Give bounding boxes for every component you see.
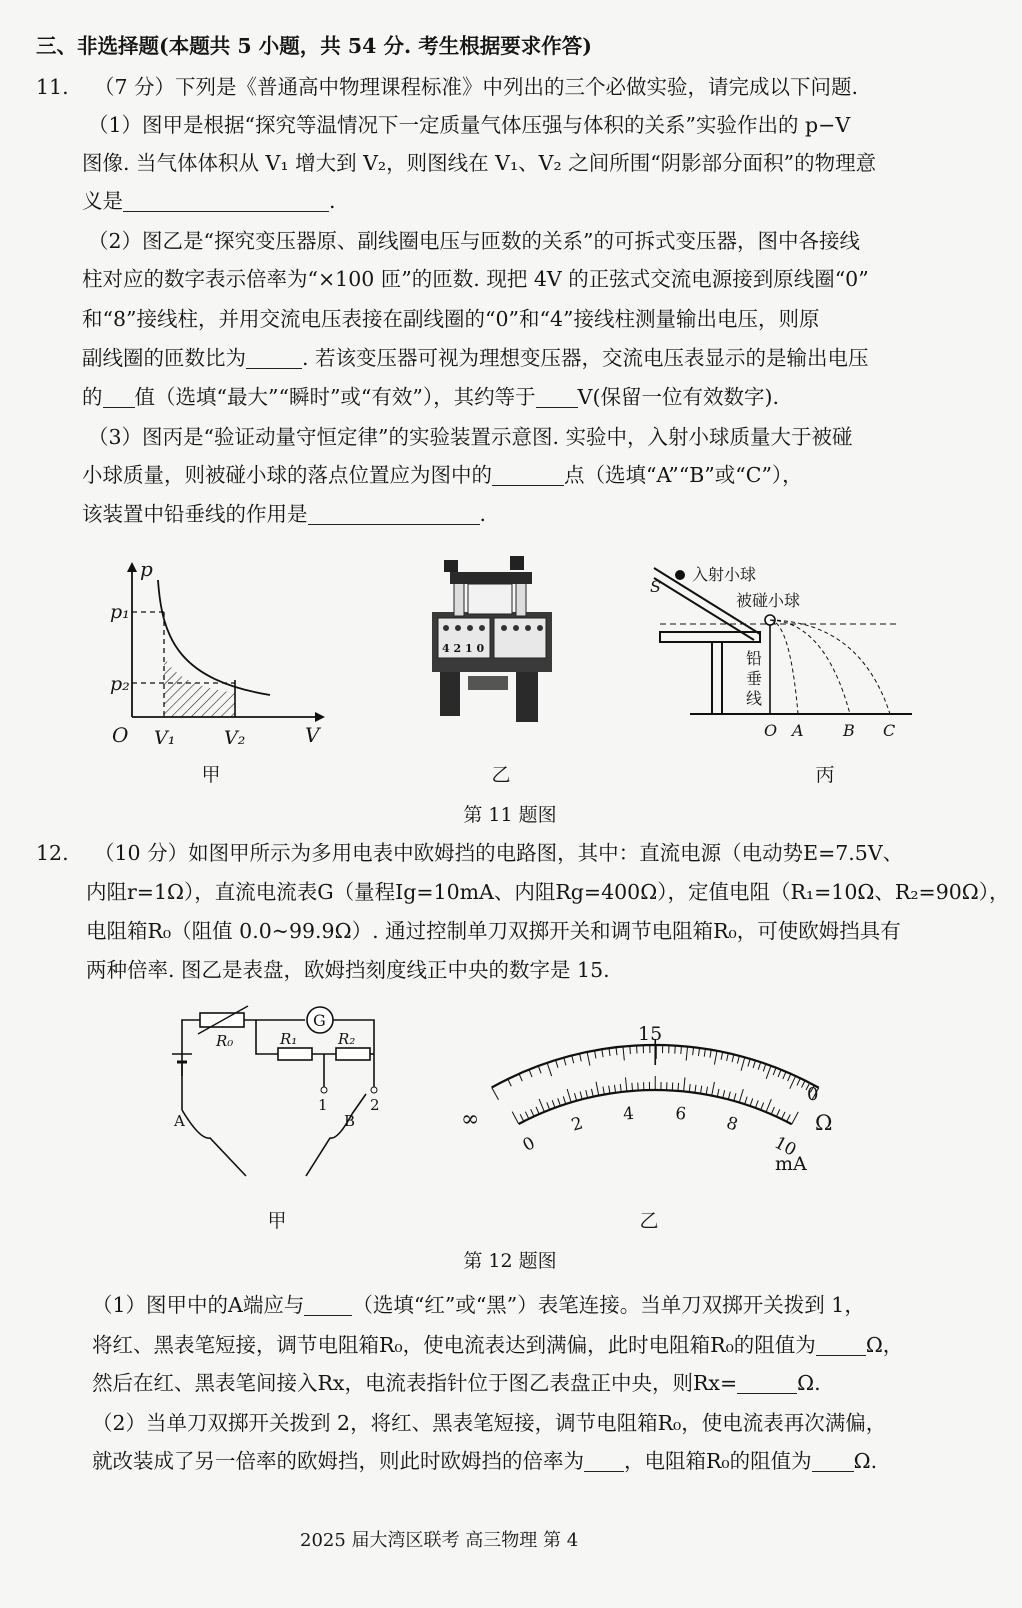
q11-p3-line3 (82, 499, 486, 529)
ma-tick (761, 1103, 764, 1110)
meter-dial (455, 1020, 855, 1210)
q12-p2-line1: （2）当单刀双掷开关拨到 2，将红、黑表笔短接，调节电阻箱R₀，使电流表再次满偏， (92, 1411, 887, 1435)
ma-tick (782, 1112, 785, 1119)
ohm-tick (737, 1056, 739, 1064)
dial-ohm-unit: Ω (815, 1111, 833, 1135)
answer-blank[interactable] (304, 1293, 352, 1316)
trajectory-c (770, 620, 890, 714)
ohm-tick (572, 1056, 574, 1064)
answer-blank[interactable] (103, 385, 135, 408)
q11-p2-l5b: 值（选填“最大”“瞬时”或“有效”），其约等于 (134, 385, 536, 409)
ohm-tick (788, 1074, 791, 1081)
ma-tick (586, 1090, 588, 1098)
ma-tick (591, 1089, 593, 1097)
plumb-char-1: 铅 (746, 649, 763, 668)
dial-ma-unit: mA (775, 1153, 807, 1175)
ohm-tick (698, 1048, 699, 1056)
incident-ball (675, 570, 685, 580)
q11-p2-line1: （2）图乙是“探究变压器原、副线圈电压与匝数的关系”的可拆式变压器，图中各接线 (88, 229, 861, 253)
terminal-1 (321, 1087, 327, 1093)
ma-tick (525, 1112, 528, 1119)
ma-tick (603, 1087, 604, 1095)
ma-tick (609, 1086, 610, 1094)
q12-number: 12. (36, 841, 69, 865)
r1-resistor (278, 1048, 312, 1060)
label-1: 1 (318, 1096, 328, 1114)
shaded-area (164, 655, 235, 717)
q11-p3-l2b: 点（选填“A”“B”或“C”）， (564, 463, 803, 487)
ma-tick (552, 1100, 555, 1108)
section-title: 三、非选择题(本题共 5 小题，共 54 分. 考生根据要求作答) (36, 34, 593, 58)
label-o: O (764, 721, 778, 740)
transformer-illustration (428, 548, 568, 728)
ohm-tick (753, 1060, 755, 1068)
q12-p2-l2a: 就改装成了另一倍率的欧姆挡，则此时欧姆挡的倍率为 (92, 1449, 584, 1473)
ohm-tick (721, 1052, 723, 1060)
ohm-tick (538, 1066, 541, 1073)
page-footer: 2025 届大湾区联考 高三物理 第 4 (300, 1530, 579, 1551)
q11-p1-l3b: . (329, 189, 336, 213)
ohm-tick (579, 1054, 581, 1062)
ma-tick (787, 1114, 791, 1121)
ohm-tick (587, 1052, 590, 1066)
ma-tick (536, 1107, 539, 1114)
label-b-terminal: B (344, 1112, 356, 1130)
q11-p3-line2 (82, 460, 803, 490)
momentum-apparatus (650, 560, 920, 750)
ohm-tick (802, 1081, 806, 1088)
caption-bing: 丙 (815, 764, 835, 786)
q11-p2-line5 (82, 382, 779, 412)
answer-blank[interactable] (816, 1333, 866, 1356)
ma-tick (580, 1092, 582, 1100)
ohm-tick (710, 1050, 711, 1058)
ma-tick (712, 1082, 715, 1096)
trajectory-b (770, 620, 850, 714)
label-c: C (883, 721, 896, 740)
plumb-char-3: 线 (746, 689, 763, 708)
ma-tick (547, 1102, 550, 1109)
ma-tick (728, 1092, 730, 1100)
q11-p3-l3b: . (479, 502, 487, 526)
label-g: G (313, 1011, 326, 1030)
ohm-tick (741, 1057, 745, 1070)
answer-blank[interactable] (492, 463, 564, 486)
ma-tick (620, 1084, 621, 1092)
q11-intro-text: （7 分）下列是《普通高中物理课程标准》中列出的三个必做实验，请完成以下问题. (94, 75, 859, 99)
q12-p1-line3 (92, 1368, 821, 1398)
ohm-tick (790, 1076, 796, 1089)
ohm-tick (492, 1088, 499, 1100)
q12-line3: 电阻箱R₀（阻值 0.0~99.9Ω）. 通过控制单刀双掷开关和调节电阻箱R₀，可使欧姆挡具有 (86, 919, 901, 943)
caption-circuit: 甲 (267, 1210, 287, 1232)
ma-tick-label: 0 (519, 1133, 539, 1156)
ma-tick (771, 1107, 774, 1114)
ohm-tick (773, 1068, 776, 1075)
ohm-tick (704, 1049, 705, 1057)
ma-arc (519, 1090, 792, 1124)
ma-tick (596, 1082, 599, 1096)
ohm-tick (556, 1060, 558, 1068)
label-origin: O (112, 723, 129, 747)
ma-tick (792, 1112, 799, 1124)
ma-tick (567, 1089, 571, 1102)
ohm-tick (609, 1048, 610, 1056)
label-a-terminal: A (174, 1112, 185, 1130)
knob-left (444, 560, 458, 572)
yoke-top (450, 572, 532, 584)
q11-p1-line2: 图像. 当气体体积从 V₁ 增大到 V₂，则图线在 V₁、V₂ 之间所围“阴影部分面积”的物理意 (82, 151, 877, 175)
caption-jia: 甲 (201, 764, 221, 786)
ma-tick-label: 8 (723, 1113, 741, 1136)
ohm-tick (681, 1046, 682, 1054)
figure-11-title: 第 11 题图 (463, 804, 557, 826)
ohm-tick (763, 1064, 766, 1072)
ohm-tick (595, 1051, 596, 1059)
q12-p1-l1b: （选填“红”或“黑”）表笔连接。当单刀双掷开关拨到 1， (352, 1293, 865, 1317)
ma-tick (776, 1109, 779, 1116)
q12-p1-l2a: 将红、黑表笔短接，调节电阻箱R₀，使电流表达到满偏，此时电阻箱R₀的阻值为 (92, 1333, 816, 1357)
q12-l1: （10 分）如图甲所示为多用电表中欧姆挡的电路图，其中：直流电源（电动势E=7.5V、 (94, 841, 904, 865)
answer-blank[interactable] (737, 1371, 797, 1394)
q12-p1-line2 (92, 1330, 903, 1360)
ma-tick (539, 1099, 544, 1112)
ma-tick (745, 1097, 747, 1105)
terminal-2 (371, 1087, 377, 1093)
q11-p2-l5c: V(保留一位有效数字). (577, 385, 779, 409)
ohm-tick (727, 1053, 729, 1061)
ma-tick (614, 1085, 615, 1093)
ma-tick (563, 1096, 565, 1104)
p-axis-arrow (127, 562, 137, 572)
ma-tick-label: 2 (569, 1113, 586, 1136)
answer-blank[interactable] (584, 1449, 624, 1472)
q11-p2-line3: 和“8”接线柱，并用交流电压表接在副线圈的“0”和“4”接线柱测量输出电压，则原 (82, 307, 820, 331)
ma-tick (512, 1112, 519, 1124)
label-a: A (792, 721, 804, 740)
ma-tick (739, 1089, 743, 1102)
ma-tick (574, 1093, 576, 1101)
q12-p1-l3b: Ω. (797, 1371, 821, 1395)
label-p1: p₁ (110, 601, 130, 623)
v-axis-arrow (315, 712, 325, 722)
pv-graph (110, 557, 330, 760)
ohm-tick (797, 1078, 800, 1085)
ma-tick (531, 1109, 534, 1116)
q12-p1-l2b: Ω， (865, 1333, 904, 1357)
q11-p2-line2: 柱对应的数字表示倍率为“×100 匝”的匝数. 现把 4V 的正弦式交流电源接到原线圈“0” (82, 267, 869, 291)
ohm-tick (616, 1047, 617, 1055)
label-2: 2 (370, 1096, 380, 1114)
ma-tick (701, 1086, 702, 1094)
label-r0: R₀ (216, 1032, 234, 1050)
q11-p1-line1: （1）图甲是根据“探究等温情况下一定质量气体压强与体积的关系”实验作出的 p−V (88, 113, 851, 137)
label-r2: R₂ (338, 1030, 356, 1048)
ohm-tick (732, 1054, 734, 1062)
answer-blank[interactable] (812, 1449, 854, 1472)
ohm-tick (623, 1047, 624, 1061)
transformer-base (468, 676, 508, 690)
ohm-tick (686, 1047, 687, 1061)
answer-blank[interactable] (536, 385, 578, 408)
q11-intro (36, 72, 858, 102)
label-p2: p₂ (110, 673, 130, 695)
ohm-tick (758, 1062, 761, 1070)
ma-tick (678, 1083, 679, 1091)
dial-infinity: ∞ (461, 1107, 480, 1132)
q12-p1-l1a: （1）图甲中的A端应与 (92, 1293, 305, 1317)
label-s: S (650, 577, 661, 596)
yoke-frame (468, 584, 512, 614)
answer-blank[interactable] (246, 346, 302, 369)
ohm-tick (748, 1059, 750, 1067)
ohm-tick (766, 1066, 771, 1079)
ma-tick (625, 1077, 626, 1091)
plumb-char-2: 垂 (746, 669, 763, 688)
ma-tick (766, 1099, 771, 1112)
transformer-leg-left (440, 668, 460, 716)
q12-line4: 两种倍率. 图乙是表盘，欧姆挡刻度线正中央的数字是 15. (86, 958, 610, 982)
ma-tick (717, 1089, 719, 1097)
secondary-coil (494, 618, 546, 658)
q11-p2-l5a: 的 (82, 385, 103, 409)
q11-number: 11. (36, 75, 69, 99)
ma-tick (558, 1098, 561, 1106)
ohmmeter-circuit (160, 1010, 400, 1200)
ma-tick (520, 1114, 524, 1121)
ohm-tick (778, 1070, 781, 1077)
ohm-tick (602, 1049, 603, 1057)
q11-p2-l4a: 副线圈的匝数比为 (82, 346, 246, 370)
r2-resistor (336, 1048, 370, 1060)
dial-mid-15: 15 (638, 1023, 663, 1045)
q11-p2-l4b: . 若该变压器可视为理想变压器，交流电压表显示的是输出电压 (302, 346, 869, 370)
ma-tick (755, 1100, 758, 1108)
label-p: p (140, 557, 153, 581)
q12-p2-l2c: Ω. (853, 1449, 878, 1473)
ohm-tick (630, 1046, 631, 1054)
coil-terminal-labels: 4 2 1 0 (442, 642, 485, 655)
ohm-tick (529, 1070, 532, 1077)
knob-right (510, 556, 524, 570)
ma-tick-label: 4 (622, 1103, 635, 1125)
ohm-tick (564, 1058, 566, 1066)
label-r1: R₁ (280, 1030, 298, 1048)
ma-tick (734, 1093, 736, 1101)
ma-tick (706, 1087, 707, 1095)
switch-blade[interactable] (352, 1094, 366, 1114)
q12-line1 (36, 838, 903, 868)
answer-blank[interactable] (123, 189, 329, 212)
label-incident-ball: 入射小球 (692, 565, 757, 584)
dial-zero-ohm: 0 (807, 1084, 819, 1105)
q12-p1-l3a: 然后在红、黑表笔间接入Rx，电流表指针位于图乙表盘正中央，则Rx= (92, 1371, 738, 1395)
label-target-ball: 被碰小球 (736, 591, 801, 610)
q12-p2-line2 (92, 1446, 877, 1476)
caption-yi: 乙 (491, 764, 511, 786)
label-b: B (843, 721, 855, 740)
ma-tick (695, 1085, 696, 1093)
ma-tick (684, 1077, 685, 1091)
probe-left (182, 1110, 246, 1176)
ma-tick (689, 1084, 690, 1092)
transformer-leg-right (516, 668, 538, 722)
q12-p1-line1 (92, 1290, 865, 1320)
label-v2: V₂ (224, 727, 246, 749)
trajectory-a (770, 620, 798, 714)
label-v1: V₁ (154, 727, 176, 749)
q11-p1-line3 (82, 186, 336, 216)
ma-tick-label: 10 (770, 1132, 800, 1161)
q11-p3-line1: （3）图丙是“验证动量守恒定律”的实验装置示意图. 实验中，入射小球质量大于被碰 (88, 425, 853, 449)
figure-12-title: 第 12 题图 (463, 1250, 557, 1272)
ma-tick-label: 6 (674, 1103, 688, 1125)
ohm-tick (693, 1047, 694, 1055)
q12-line2: 内阻r=1Ω），直流电流表G（量程Ig=10mA、内阻Rg=400Ω），定值电阻（R₁=10Ω、R₂=90Ω）， (86, 880, 1010, 904)
q11-p2-line4 (82, 343, 869, 373)
q11-p3-l2a: 小球质量，则被碰小球的落点位置应为图中的 (82, 463, 492, 487)
ma-tick (632, 1083, 633, 1091)
label-v: V (305, 723, 320, 747)
q12-p2-l2b: ，电阻箱R₀的阻值为 (624, 1449, 812, 1473)
ma-tick (723, 1090, 725, 1098)
ma-tick (750, 1098, 753, 1106)
ohm-tick (547, 1063, 552, 1076)
q11-p1-l3a: 义是 (82, 189, 123, 213)
ohm-tick (783, 1072, 786, 1079)
ohm-tick (519, 1074, 522, 1081)
caption-dial: 乙 (639, 1210, 659, 1232)
ohm-tick (714, 1051, 717, 1065)
wire-g-left (256, 1020, 278, 1054)
ohm-tick (508, 1079, 512, 1086)
answer-blank[interactable] (308, 502, 480, 525)
q11-p3-l3a: 该装置中铅垂线的作用是 (82, 502, 308, 526)
